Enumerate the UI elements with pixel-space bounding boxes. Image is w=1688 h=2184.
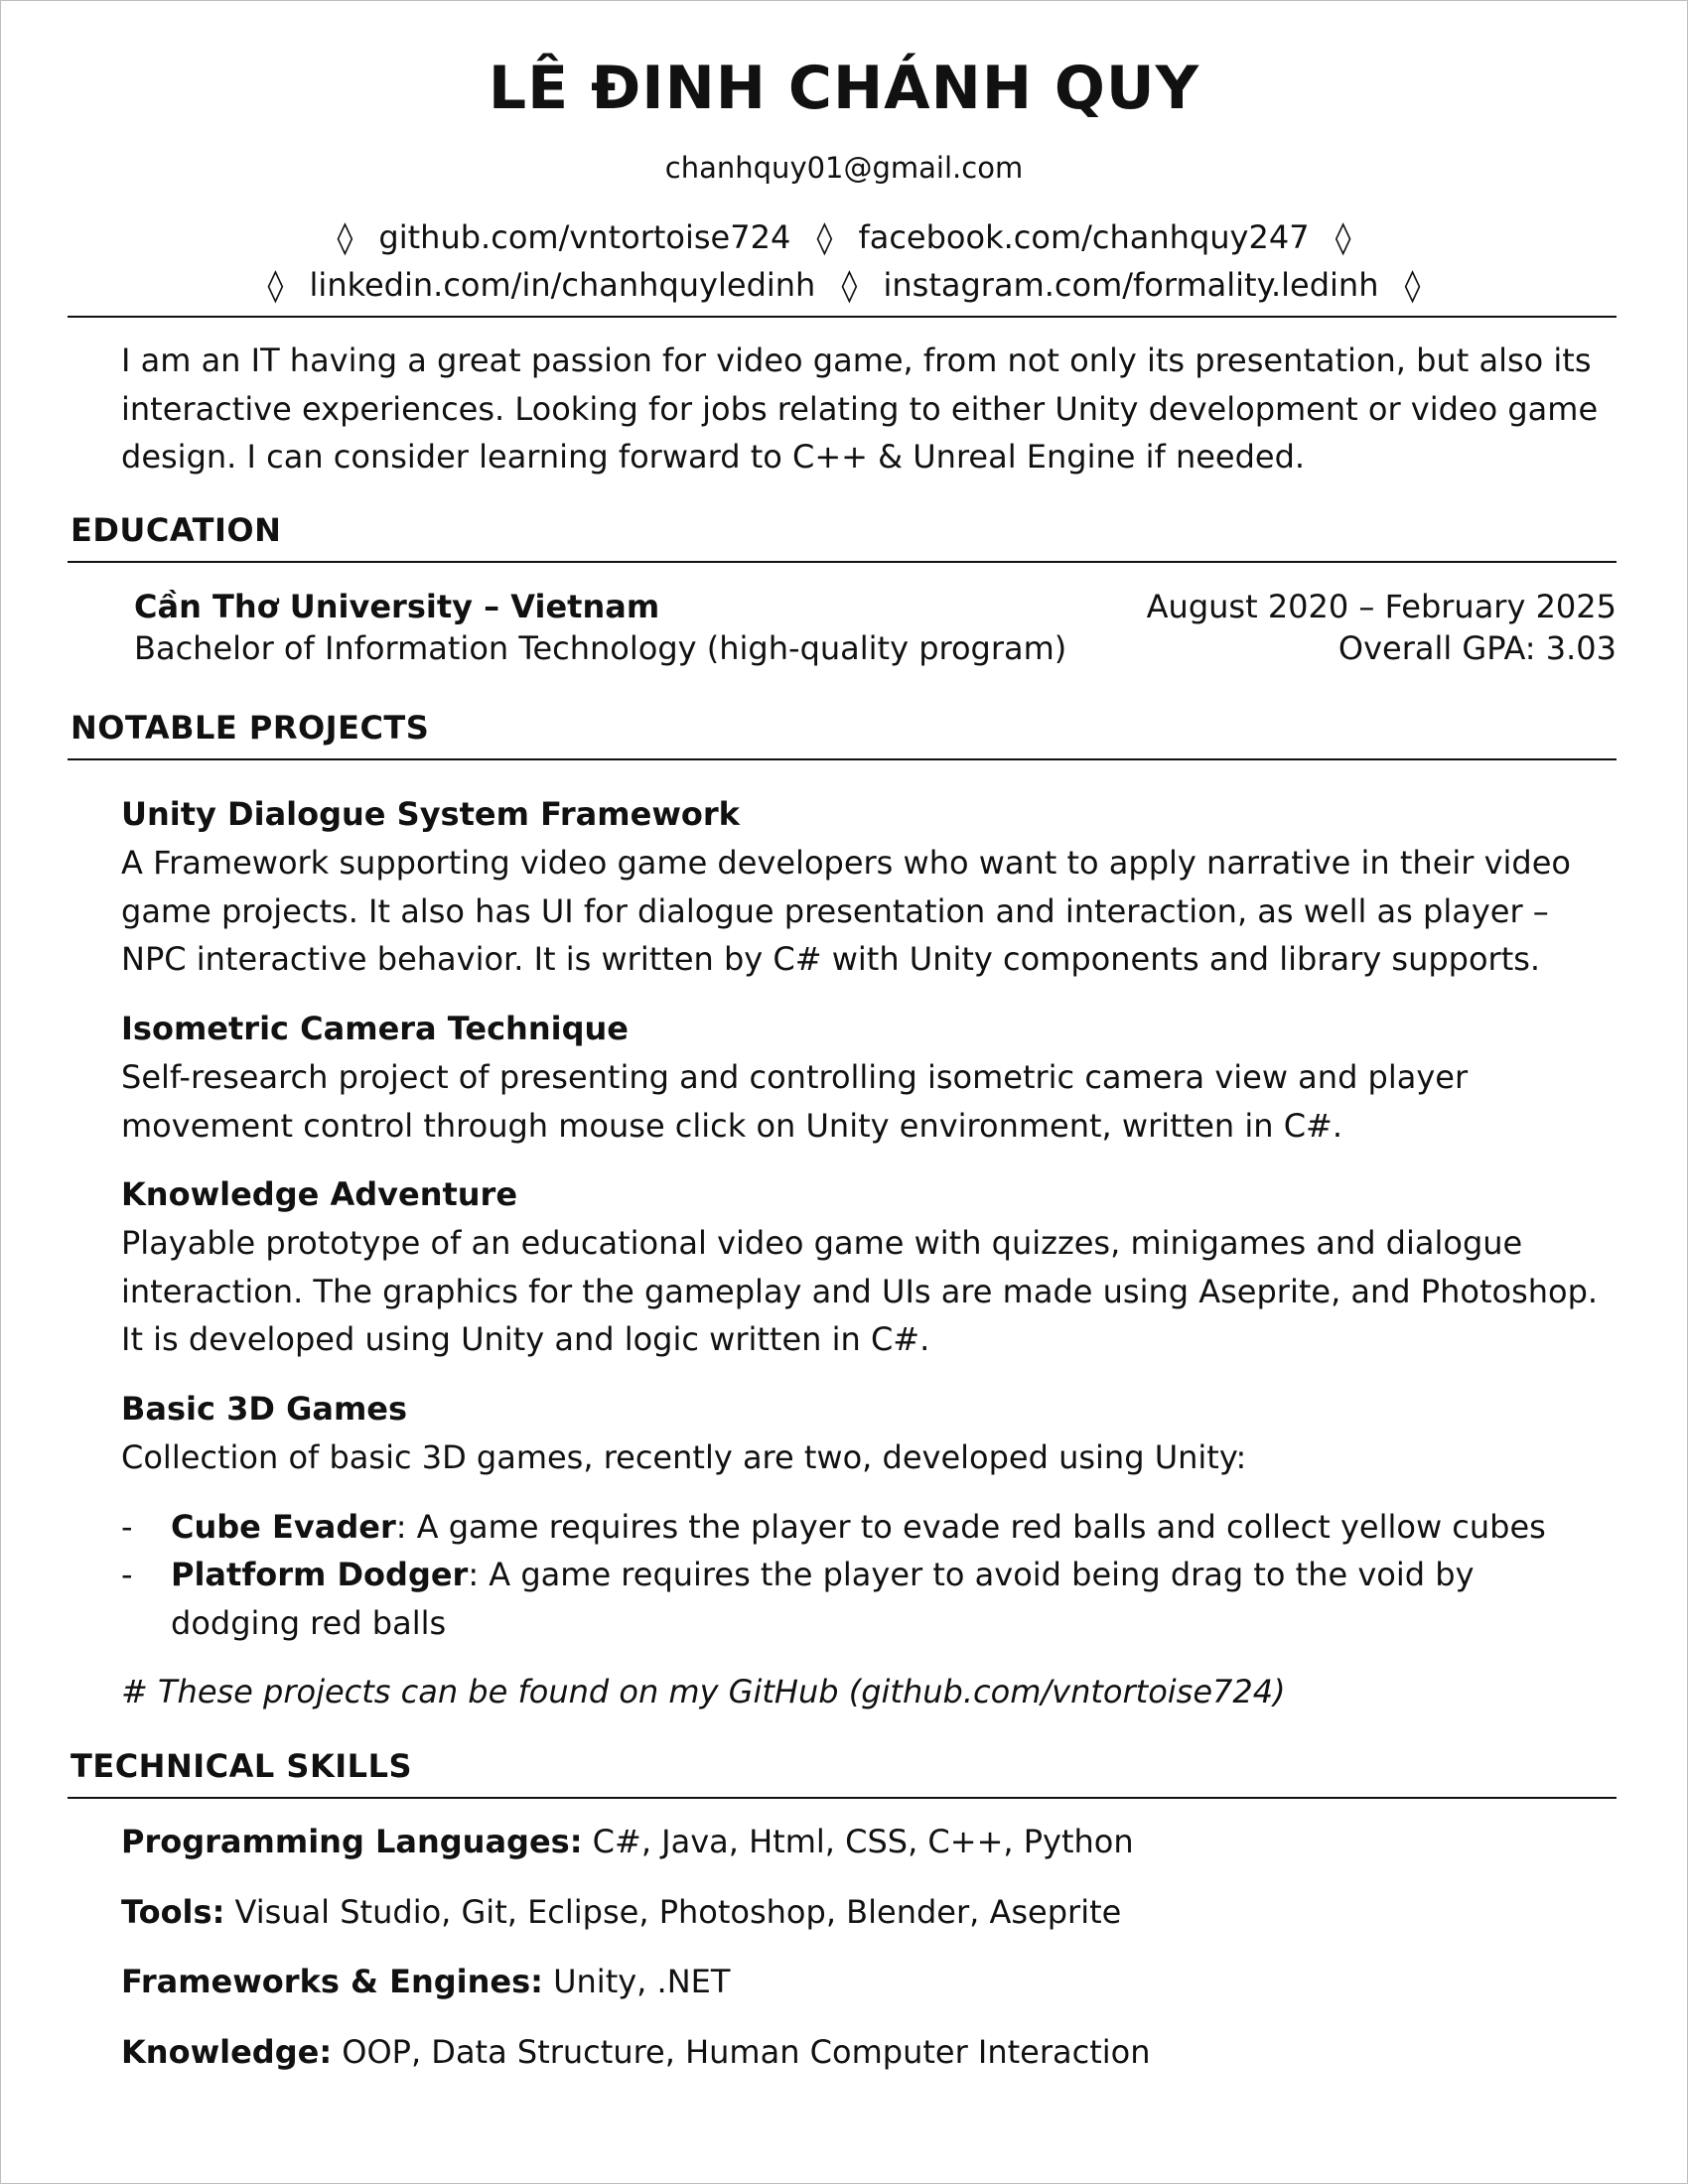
diamond-icon: ◊ xyxy=(337,218,353,256)
game-name: Platform Dodger xyxy=(171,1556,469,1593)
skills-divider xyxy=(68,1797,1617,1799)
skill-label: Programming Languages: xyxy=(121,1823,583,1860)
projects-divider xyxy=(68,758,1617,760)
education-dates: August 2020 – February 2025 xyxy=(1146,588,1617,625)
skill-value: OOP, Data Structure, Human Computer Interaction xyxy=(332,2033,1151,2071)
project-title: Unity Dialogue System Framework xyxy=(121,795,740,833)
skills-heading: TECHNICAL SKILLS xyxy=(70,1747,412,1785)
social-links-row-1 xyxy=(1,215,1687,259)
skill-row xyxy=(121,1890,1121,1934)
skill-value: Visual Studio, Git, Eclipse, Photoshop, Blender, Aseprite xyxy=(224,1893,1122,1931)
skill-label: Tools: xyxy=(121,1893,225,1931)
project-description: Collection of basic 3D games, recently are two, developed using Unity: xyxy=(121,1438,1247,1476)
skill-label: Frameworks & Engines: xyxy=(121,1963,543,2000)
game-description: : A game requires the player to avoid being drag to the void by dodging red balls xyxy=(171,1556,1475,1642)
project-title: Knowledge Adventure xyxy=(121,1175,518,1213)
diamond-icon: ◊ xyxy=(841,266,858,304)
project-title: Basic 3D Games xyxy=(121,1390,408,1428)
project-description: Playable prototype of an educational video game with quizzes, minigames and dialogue interaction. The graphics for the gameplay and UIs are made using Aseprite, and Photoshop. It is developed using Unity and logic written in C#. xyxy=(121,1224,1599,1358)
bullet-dash: - xyxy=(121,1556,133,1593)
degree-name: Bachelor of Information Technology (high-quality program) xyxy=(134,629,1067,667)
skill-value: Unity, .NET xyxy=(542,1963,731,2000)
projects-heading: NOTABLE PROJECTS xyxy=(70,709,430,747)
projects-note: # These projects can be found on my GitHub (github.com/vntortoise724) xyxy=(121,1673,1286,1710)
candidate-name: LÊ ĐINH CHÁNH QUY xyxy=(488,54,1200,123)
diamond-icon: ◊ xyxy=(1335,218,1351,256)
gpa: Overall GPA: 3.03 xyxy=(1337,629,1617,667)
diamond-icon: ◊ xyxy=(267,266,284,304)
diamond-icon: ◊ xyxy=(1404,266,1421,304)
education-heading: EDUCATION xyxy=(70,511,282,549)
skill-row xyxy=(121,2030,1151,2074)
project-description: Self-research project of presenting and controlling isometric camera view and player movement control through mouse click on Unity environment, written in C#. xyxy=(121,1058,1469,1145)
social-links-row-2 xyxy=(1,263,1687,307)
linkedin-link[interactable]: linkedin.com/in/chanhquyledinh xyxy=(309,266,816,304)
header-divider xyxy=(68,316,1617,318)
project-title: Isometric Camera Technique xyxy=(121,1010,629,1047)
skill-value: C#, Java, Html, CSS, C++, Python xyxy=(582,1823,1134,1860)
github-link[interactable]: github.com/vntortoise724 xyxy=(378,218,791,256)
skill-label: Knowledge: xyxy=(121,2033,333,2071)
project-description: A Framework supporting video game developers who want to apply narrative in their video game projects. It also has UI for dialogue presentation and interaction, as well as player – NPC interactive behavior. It is written by C# with Unity components and library supports. xyxy=(121,844,1571,978)
instagram-link[interactable]: instagram.com/formality.ledinh xyxy=(883,266,1379,304)
email-link[interactable]: chanhquy01@gmail.com xyxy=(664,151,1024,185)
school-name: Cần Thơ University – Vietnam xyxy=(134,588,660,625)
skill-row xyxy=(121,1960,730,2003)
diamond-icon: ◊ xyxy=(816,218,833,256)
summary-paragraph: I am an IT having a great passion for video game, from not only its presentation, but also its interactive experiences. Looking for jobs relating to either Unity development or video game design. I can consider learning forward to C++ & Unreal Engine if needed. xyxy=(121,341,1599,476)
game-description: : A game requires the player to evade red balls and collect yellow cubes xyxy=(395,1508,1546,1546)
facebook-link[interactable]: facebook.com/chanhquy247 xyxy=(858,218,1310,256)
education-divider xyxy=(68,561,1617,563)
game-name: Cube Evader xyxy=(171,1508,396,1546)
skill-row xyxy=(121,1820,1134,1863)
bullet-dash: - xyxy=(121,1508,133,1546)
